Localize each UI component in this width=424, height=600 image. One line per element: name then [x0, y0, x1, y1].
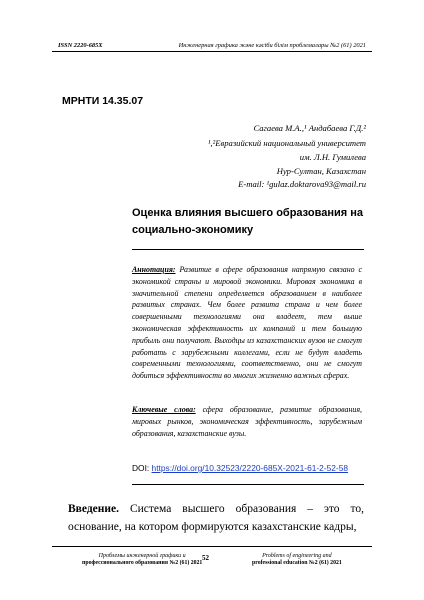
intro-label: Введение. [68, 503, 119, 515]
abstract [132, 264, 362, 382]
article-title: Оценка влияния высшего образования на социально-экономику [132, 207, 363, 236]
affiliation-line2: им. Л.Н. Гумилева [299, 152, 366, 162]
running-footer [52, 553, 372, 567]
affiliation-line3: Нур-Султан, Казахстан [276, 166, 366, 176]
header-rule [52, 51, 372, 52]
doi-link[interactable]: https://doi.org/10.32523/2220-685X-2021-61-2-52-58 [151, 463, 349, 473]
running-header [52, 40, 372, 51]
journal-title-header: Инженерная графика және кәсіби білім проблемалары №2 (61) 2021 [178, 42, 366, 49]
footer-left-line2: профессионального образования №2 (61) 2021 [82, 560, 203, 566]
footer-rule [52, 546, 372, 547]
page-number: 52 [202, 554, 209, 562]
title-rule [132, 249, 364, 250]
doi [132, 463, 362, 473]
footer-left [82, 553, 202, 567]
keywords-text: сфера образование, развитие образования, мировых рынков, экономическая эффективность, зарубежным образования, казахстанские вузы. [132, 405, 362, 438]
intro-text: Система высшего образования – это то, основание, на котором формируются казахстанские кадры, [68, 503, 364, 533]
affiliation-line1: ¹,²Евразийский национальный университет [207, 138, 366, 148]
footer-right [252, 553, 342, 567]
abstract-label: Аннотация: [132, 265, 176, 274]
authors: Сагаева М.А.,¹ Андабаева Г.Д.² [253, 123, 366, 133]
mrnti-code: МРНТИ 14.35.07 [62, 95, 144, 107]
affiliation-email: E-mail: ¹gulaz.doktarova93@mail.ru [238, 179, 366, 189]
footer-right-line2: professional education №2 (61) 2021 [252, 560, 342, 566]
issn: ISSN 2220-685X [58, 42, 103, 49]
abstract-text: Развитие в сфере образования напрямую связано с экономикой страны и мировой экономики. Мировая экономика в значительной степени определяется образованием в наиболее развитых странах. Чем более развита страна и чем более совершенными технологиями она владеет, тем выше экономическая эффективность их компаний и тем большую прибыль они получают. Выходцы из казахстанских вузов не смогут работать с зарубежными коллегами, если не будут владеть современными технологиями, соответственно, они не смогут добиться эффективности во многих жизненно важных сферах. [132, 265, 362, 381]
doi-rule [132, 484, 364, 485]
keywords-label: Ключевые слова: [132, 405, 196, 414]
doi-label: DOI: [132, 463, 152, 473]
keywords [132, 404, 362, 439]
introduction [68, 500, 364, 536]
footer-right-line1: Problems of engineering and [262, 553, 332, 559]
footer-left-line1: Проблемы инженерной графики и [98, 553, 186, 559]
